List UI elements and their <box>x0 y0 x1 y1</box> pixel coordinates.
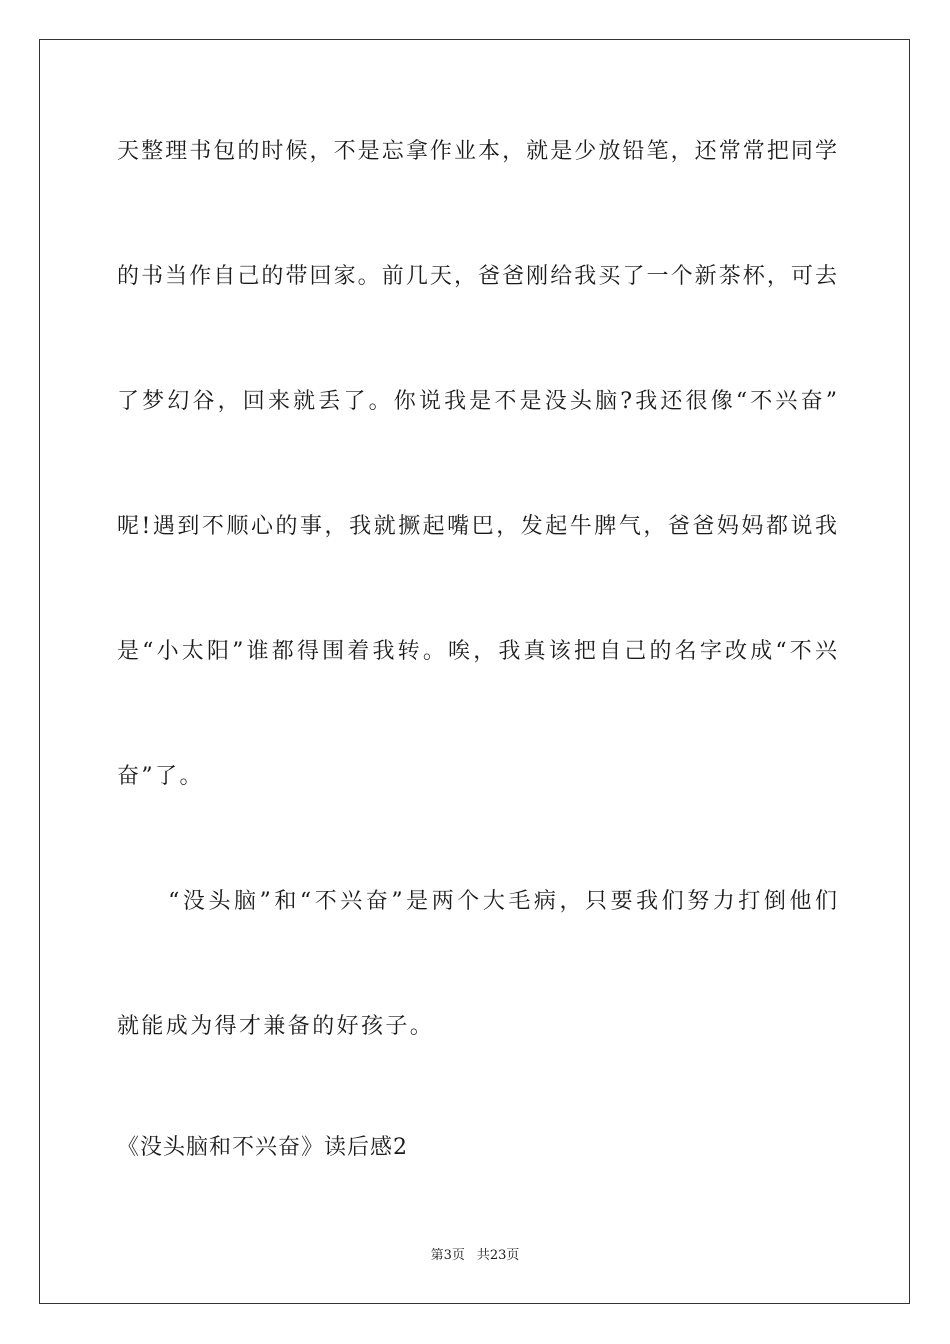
body-line-4: 呢!遇到不顺心的事，我就撅起嘴巴，发起牛脾气，爸爸妈妈都说我 <box>117 514 837 539</box>
body-line-5: 是“小太阳”谁都得围着我转。唉，我真该把自己的名字改成“不兴 <box>117 639 837 664</box>
body-line-3: 了梦幻谷，回来就丢了。你说我是不是没头脑?我还很像“不兴奋” <box>117 389 837 414</box>
body-line-7: “没头脑”和“不兴奋”是两个大毛病，只要我们努力打倒他们 <box>117 889 837 914</box>
body-line-8: 就能成为得才兼备的好孩子。 <box>117 1014 435 1039</box>
body-line-1: 天整理书包的时候，不是忘拿作业本，就是少放铅笔，还常常把同学 <box>117 139 837 164</box>
page-border <box>39 39 910 1304</box>
total-pages: 共23页 <box>476 1248 520 1263</box>
body-line-2: 的书当作自己的带回家。前几天，爸爸刚给我买了一个新茶杯，可去 <box>117 264 837 289</box>
section-heading: 《没头脑和不兴奋》读后感2 <box>117 1135 408 1160</box>
page-footer <box>0 1248 950 1264</box>
body-line-6: 奋”了。 <box>117 764 204 789</box>
page-number: 第3页 <box>430 1248 465 1263</box>
